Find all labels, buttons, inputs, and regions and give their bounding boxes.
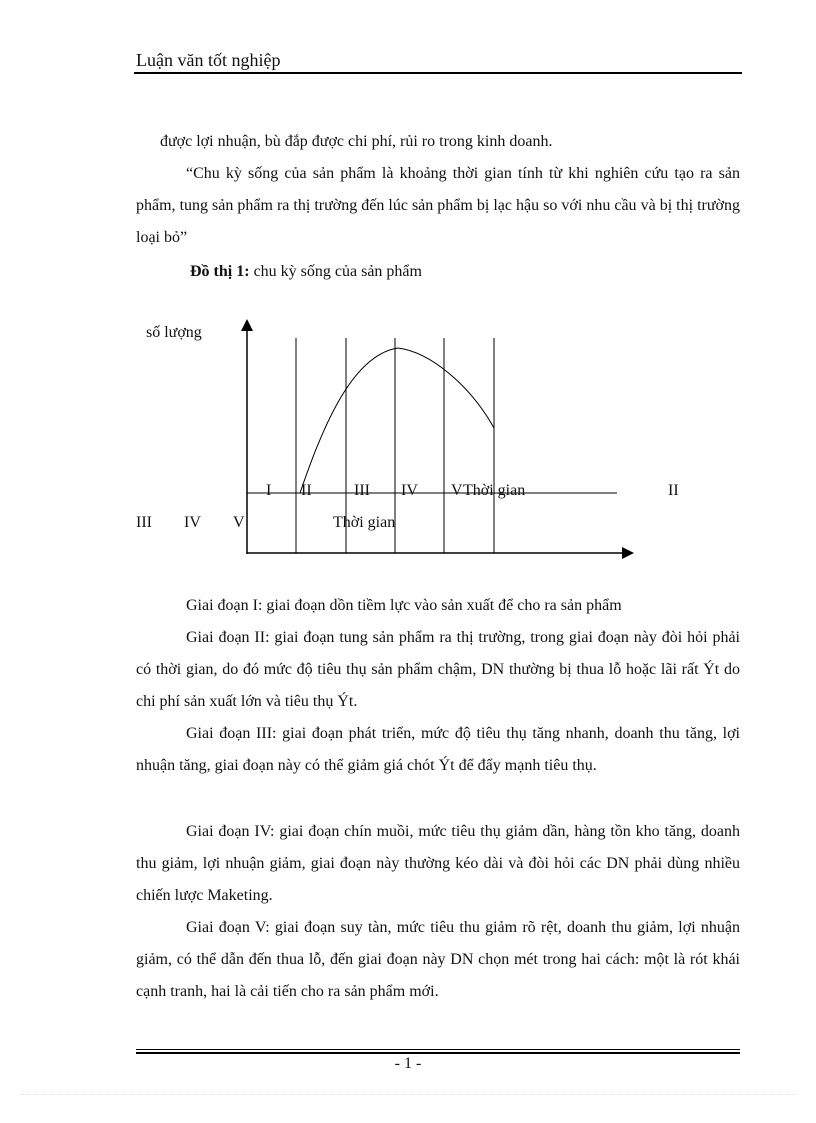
y-axis-label: số lượng (146, 324, 202, 341)
paragraph: Giai đoạn I: giai đoạn dồn tiềm lực vào sản xuất để cho ra sản phẩm (186, 597, 622, 614)
paragraph: “Chu kỳ sống của sản phẩm là khoảng thời gian tính từ khi nghiên cứu tạo ra sản phẩm, tung sản phẩm ra thị trường đến lúc sản phẩm bị lạc hậu so với nhu cầu và bị thị trường loại bỏ” (136, 165, 740, 246)
stage-label: II (668, 482, 679, 499)
stage-label: V (233, 514, 245, 531)
life-cycle-curve (300, 348, 494, 493)
chart-svg (0, 300, 816, 570)
stage-label: III (354, 482, 370, 499)
document-header-title: Luận văn tốt nghiệp (136, 50, 281, 70)
figure-caption-text: chu kỳ sống của sản phẩm (249, 263, 422, 280)
figure-caption-bold: Đồ thị 1: (190, 263, 250, 280)
paragraph: được lợi nhuận, bù đắp được chi phí, rủi ro trong kinh doanh. (160, 133, 553, 150)
footer-rule (136, 1049, 740, 1050)
stage-label: I (266, 482, 272, 499)
page-number: - 1 - (394, 1055, 422, 1072)
stage-label: V (451, 482, 463, 499)
footer-rule (136, 1052, 740, 1054)
life-cycle-chart (0, 300, 816, 570)
stage-label: IV (401, 482, 418, 499)
paragraph: Giai đoạn IV: giai đoạn chín muồi, mức tiêu thụ giảm dần, hàng tồn kho tăng, doanh thu giảm, lợi nhuận giảm, giai đoạn này thường kéo dài và đòi hỏi các DN phải dùng nhiều chiến lược Maketing. (136, 823, 740, 904)
paragraph: Giai đoạn III: giai đoạn phát triển, mức độ tiêu thụ tăng nhanh, doanh thu tăng, lợi nhuận tăng, giai đoạn này có thể giảm giá chót Ýt để đẩy mạnh tiêu thụ. (136, 725, 740, 774)
stage-label: IV (184, 514, 201, 531)
stage-label: III (136, 514, 152, 531)
page-edge (20, 1094, 796, 1095)
x-axis-label: Thời gian (333, 514, 396, 531)
x-axis-label: Thời gian (463, 482, 526, 499)
stage-label: II (301, 482, 312, 499)
paragraph: Giai đoạn II: giai đoạn tung sản phẩm ra thị trường, trong giai đoạn này đòi hỏi phải có thời gian, do đó mức độ tiêu thụ sản phẩm chậm, DN thường bị thua lỗ hoặc lãi rất Ýt do chi phí sản xuất lớn và tiêu thụ Ýt. (136, 629, 740, 710)
header-rule (134, 72, 742, 74)
paragraph: Giai đoạn V: giai đoạn suy tàn, mức tiêu thu giảm rõ rệt, doanh thu giảm, lợi nhuận giảm, có thể dẫn đến thua lỗ, đến giai đoạn này DN chọn mét trong hai cách: một là rót khái cạnh tranh, hai là cải tiến cho ra sản phẩm mới. (136, 919, 740, 1000)
figure-caption (136, 256, 740, 288)
